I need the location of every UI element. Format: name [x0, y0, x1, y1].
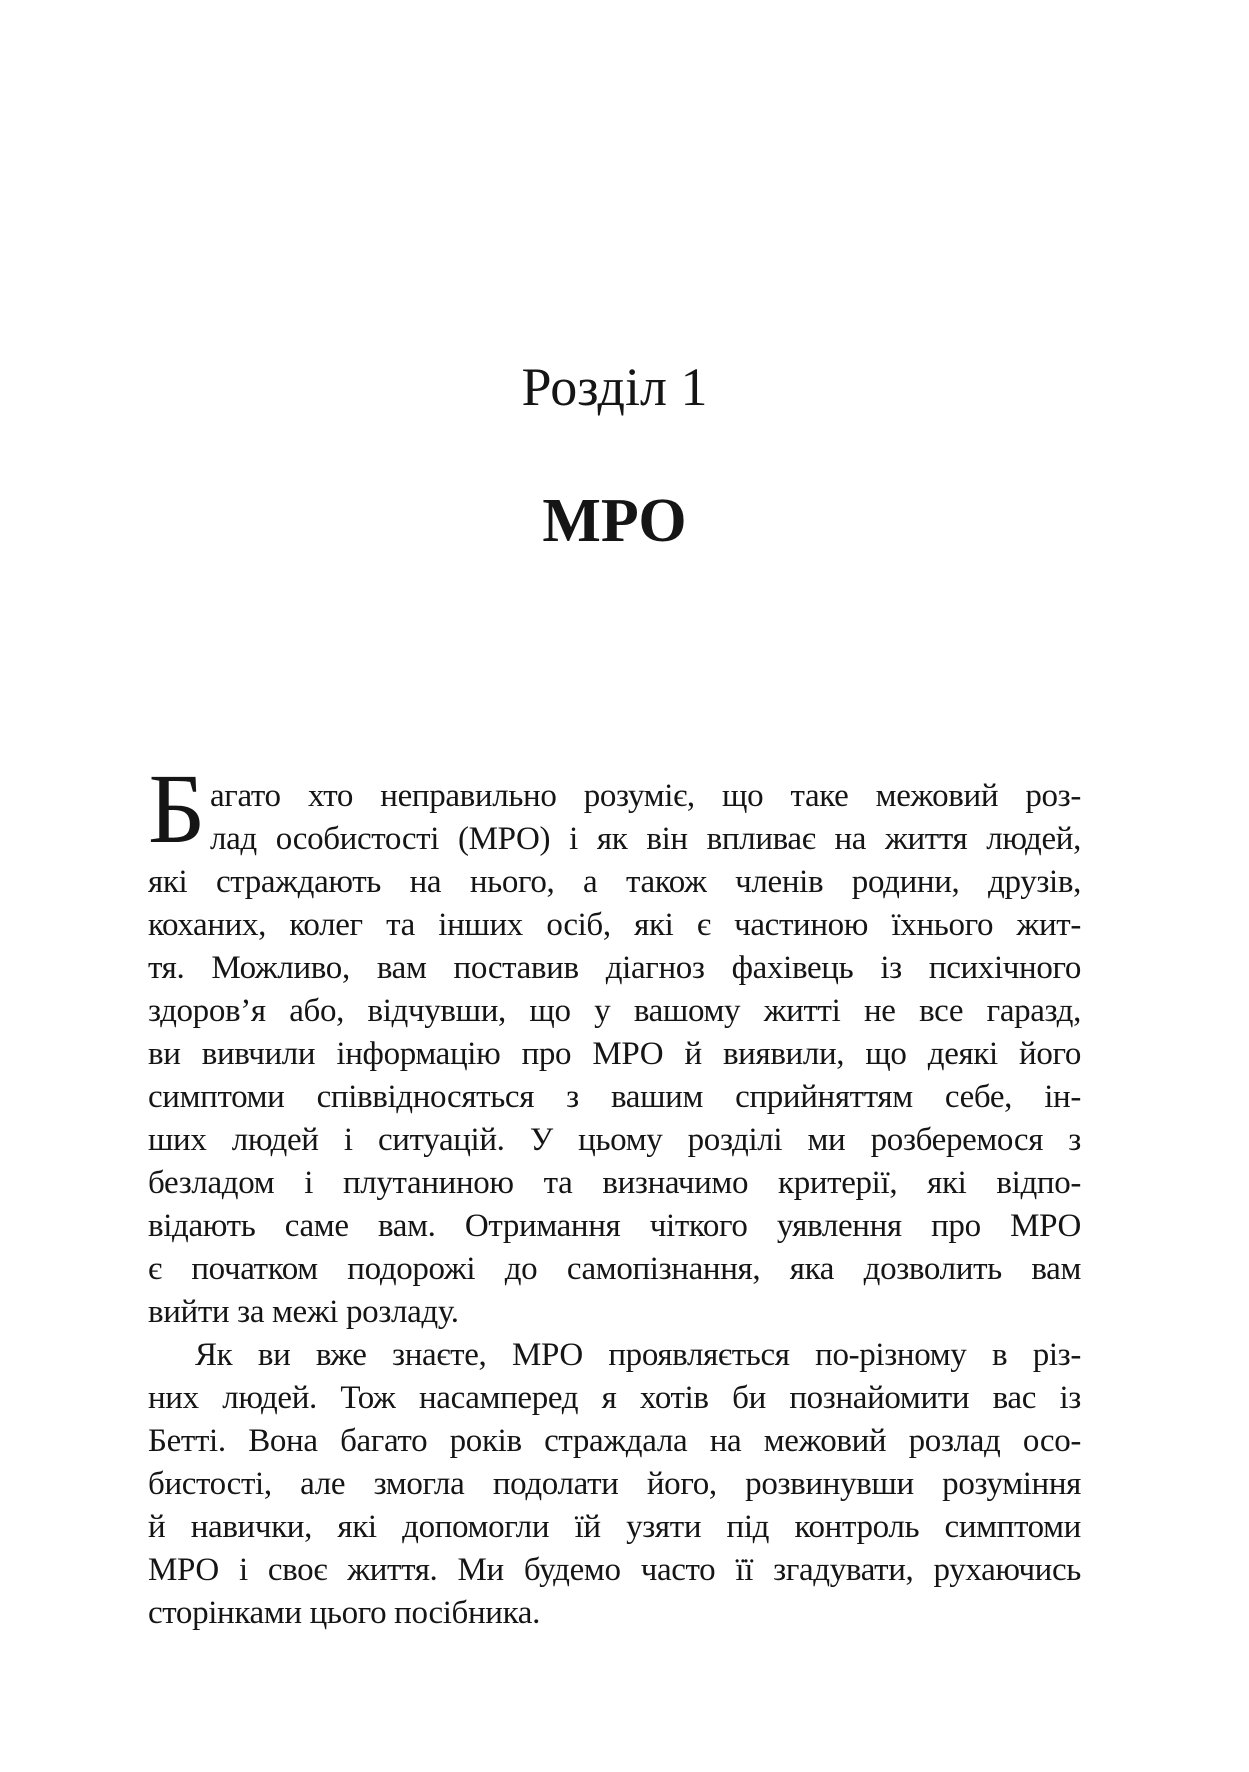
- paragraph: [148, 1334, 1081, 1635]
- chapter-label: Розділ 1: [521, 357, 708, 417]
- paragraph: [148, 753, 1081, 1334]
- text-line: Бетті. Вона багато років страждала на межовий розлад осо-: [148, 1423, 1081, 1459]
- text-line: них людей. Тож насамперед я хотів би познайомити вас із: [148, 1380, 1081, 1416]
- text-line: й навички, які допомогли їй узяти під контроль симптоми: [148, 1509, 1081, 1545]
- text-line: є початком подорожі до самопізнання, яка дозволить вам: [148, 1251, 1081, 1287]
- text-line: відають саме вам. Отримання чіткого уявлення про МРО: [148, 1208, 1081, 1244]
- text-line: бистості, але змогла подолати його, розвинувши розуміння: [148, 1466, 1081, 1502]
- text-line: Як ви вже знаєте, МРО проявляється по-різному в різ-: [195, 1337, 1081, 1373]
- text-line: коханих, колег та інших осіб, які є частиною їхнього жит-: [148, 907, 1081, 943]
- text-line: тя. Можливо, вам поставив діагноз фахівець із психічного: [148, 950, 1081, 986]
- text-line: які страждають на нього, а також членів родини, друзів,: [148, 864, 1081, 900]
- text-line: симптоми співвідносяться з вашим сприйняттям себе, ін-: [148, 1079, 1081, 1115]
- text-line: ви вивчили інформацію про МРО й виявили, що деякі його: [148, 1036, 1081, 1072]
- text-line: ших людей і ситуацій. У цьому розділі ми розберемося з: [148, 1122, 1081, 1158]
- text-line: МРО і своє життя. Ми будемо часто її згадувати, рухаючись: [148, 1552, 1081, 1588]
- text-line: сторінками цього посібника.: [148, 1595, 540, 1631]
- body-text: [148, 753, 1081, 1635]
- text-line: лад особистості (МРО) і як він впливає на життя людей,: [210, 821, 1081, 857]
- text-line: вийти за межі розладу.: [148, 1294, 459, 1330]
- chapter-title: МРО: [542, 487, 687, 555]
- drop-cap: Б: [148, 753, 206, 864]
- text-line: безладом і плутаниною та визначимо критерії, які відпо-: [148, 1165, 1081, 1201]
- text-line: здоров’я або, відчувши, що у вашому житті не все гаразд,: [148, 993, 1081, 1029]
- text-line: агато хто неправильно розуміє, що таке межовий роз-: [210, 778, 1081, 814]
